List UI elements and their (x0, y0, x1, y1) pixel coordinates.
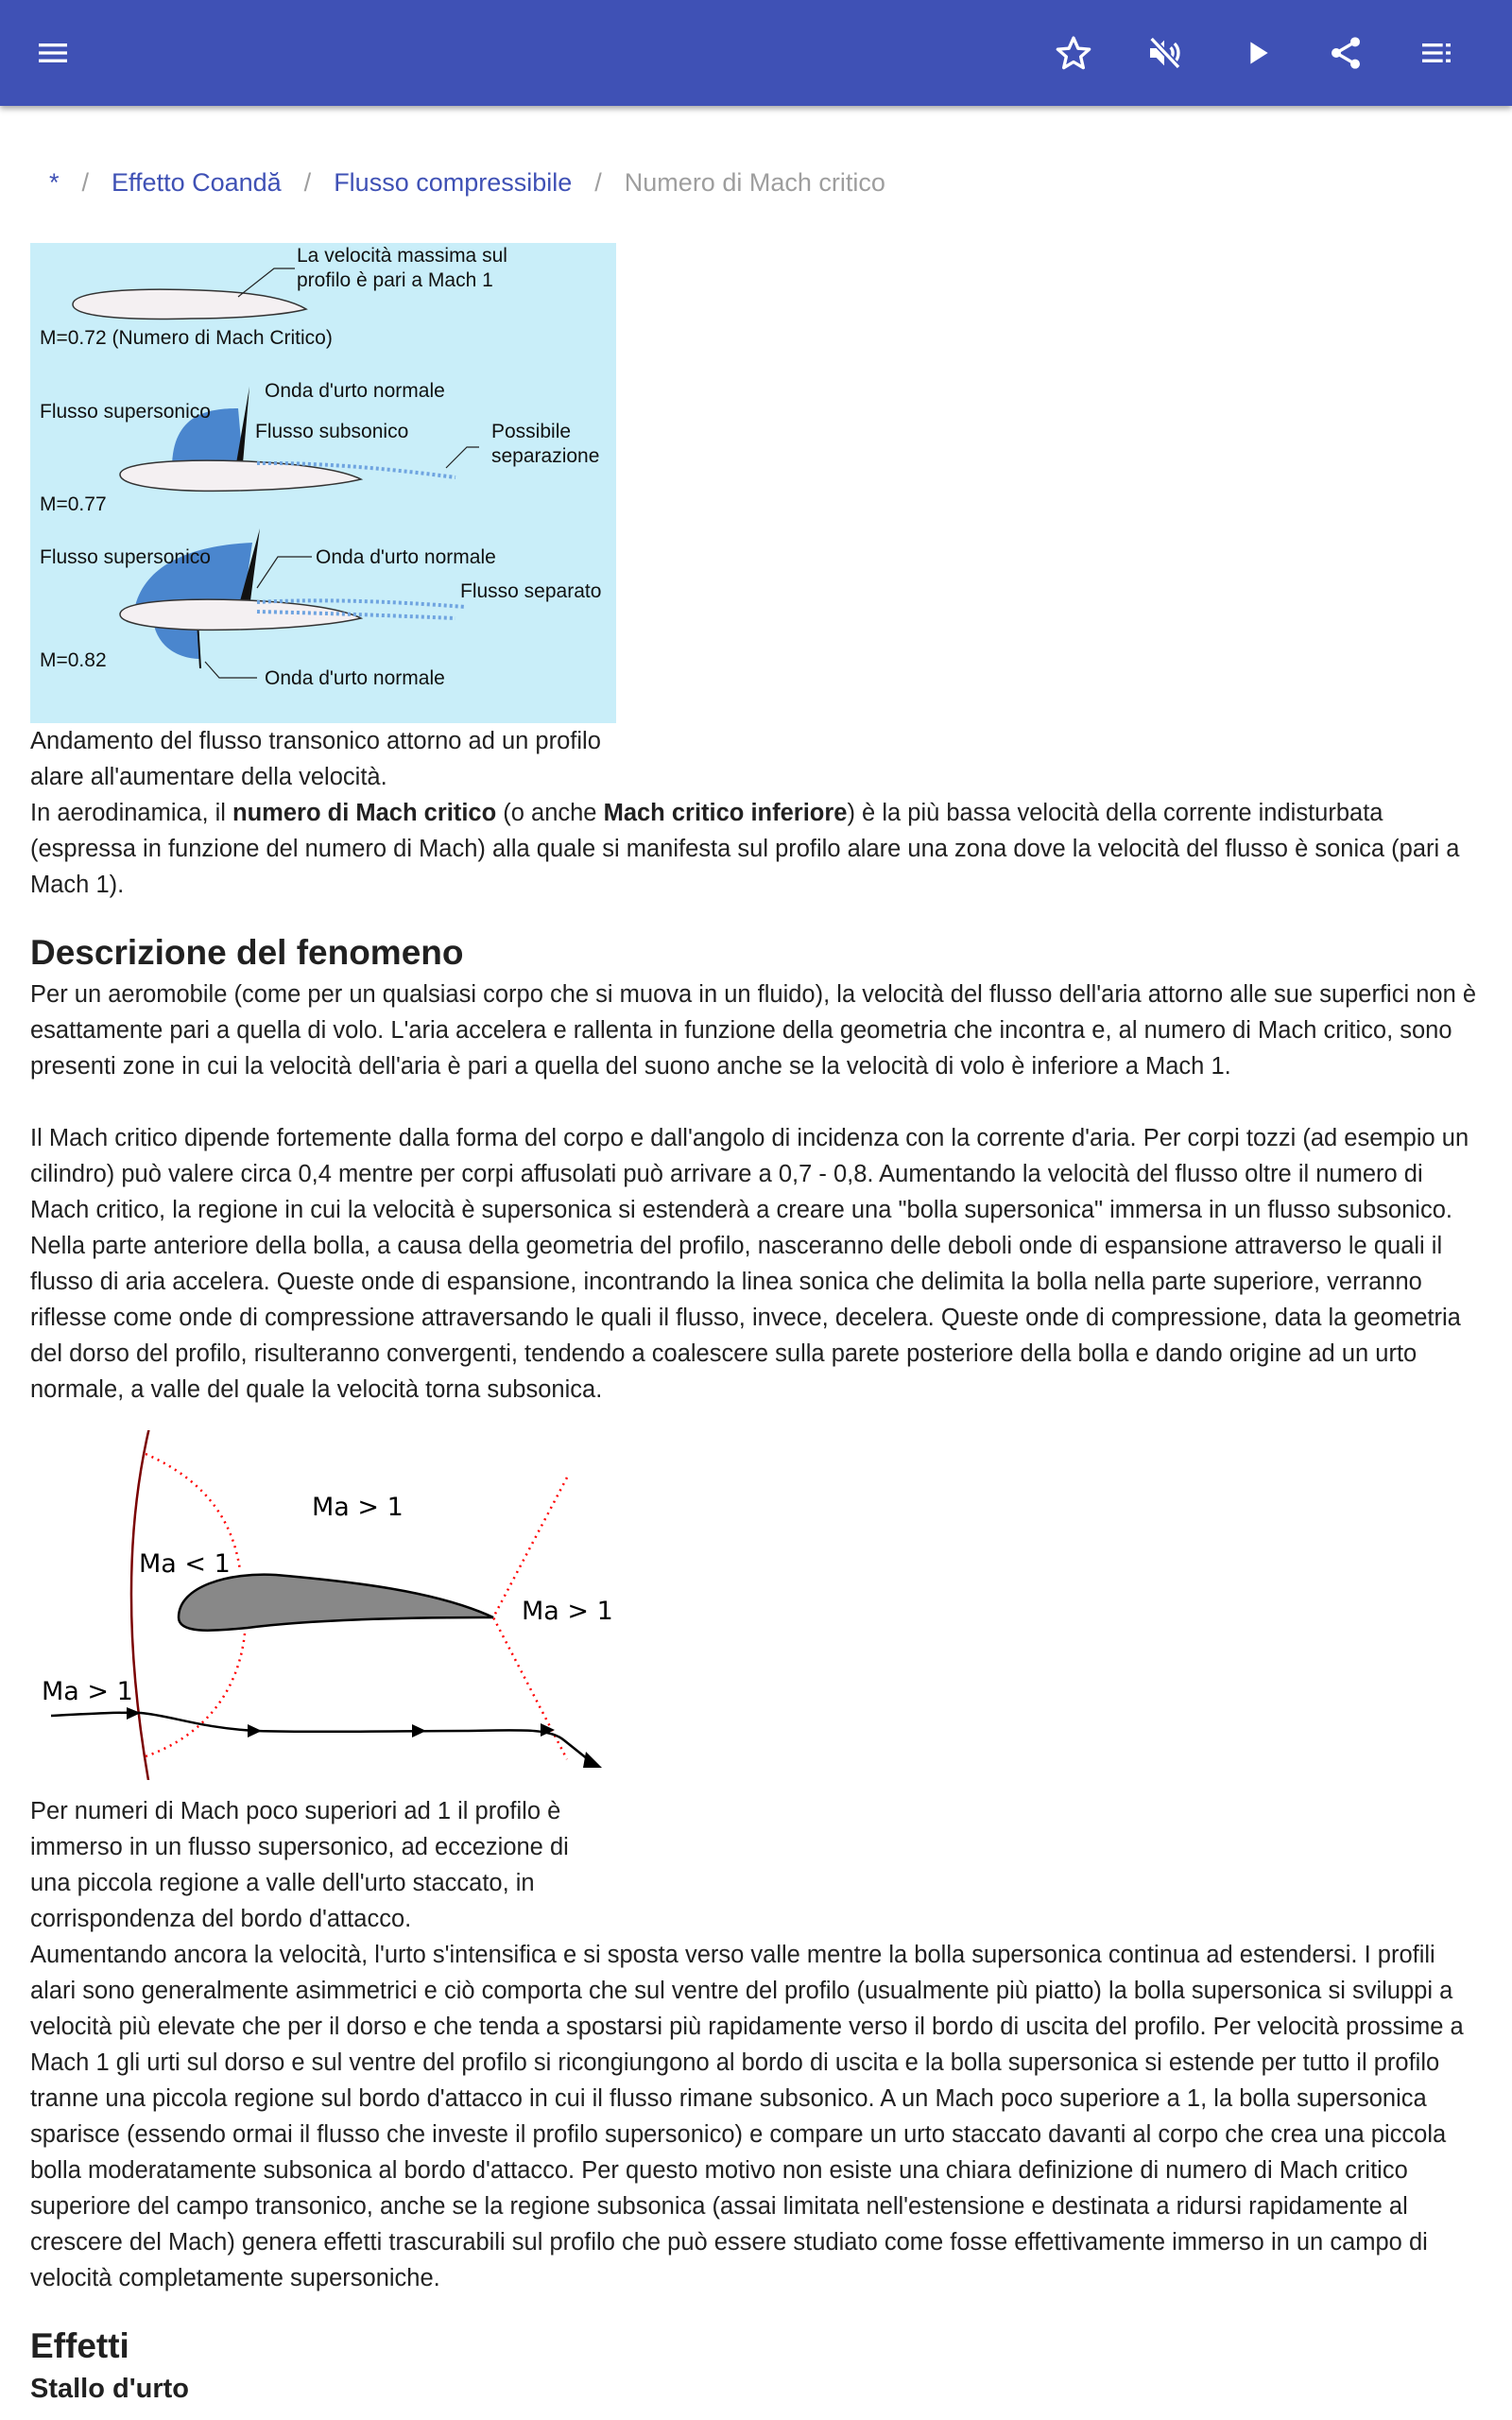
supersonic-airfoil-figure[interactable] (30, 1430, 616, 1780)
figure-label: Flusso supersonico (40, 546, 211, 568)
paragraph: Il Mach critico dipende fortemente dalla forma del corpo e dall'angolo di incidenza con la corrente d'aria. Per corpi tozzi (ad esempio un cilindro) può valere circa 0,4 mentre per corpi affusolati può arrivare a 0,7 - 0,8. Aumentando la velocità del flusso oltre il numero di Mach critico, la regione in cui la velocità è supersonica si estenderà a creare una "bolla supersonica" immersa in un flusso subsonico. Nella parte anteriore della bolla, a causa della geometria del profilo, nasceranno delle deboli onde di espansione attraverso le quali il flusso di aria accelera. Queste onde di espansione, incontrando la linea sonica che delimita la bolla nella parte superiore, verranno riflesse come onde di compressione attraversando le quali il flusso, invece, decelera. Queste onde di compressione, data la geometria del dorso del profilo, risulteranno convergenti, tendendo a coalescere sulla parete posteriore della bolla e dando origine ad un urto normale, a valle del quale la velocità torna subsonica. (30, 1125, 1469, 1403)
bold-term: numero di Mach critico (232, 800, 497, 826)
share-icon (1327, 34, 1365, 72)
breadcrumb (49, 168, 885, 198)
volume-off-icon (1145, 34, 1183, 72)
figure-label: Flusso supersonico (40, 401, 211, 423)
text: In aerodinamica, il (30, 800, 233, 826)
transonic-flow-figure[interactable] (30, 243, 616, 723)
paragraph: Per un aeromobile (come per un qualsiasi corpo che si muova in un fluido), la velocità del flusso dell'aria attorno alle sue superfici non è esattamente pari a quella di volo. L'aria accelera e rallenta in funzione della geometria che incontra e, al numero di Mach critico, sono presenti zone in cui la velocità dell'aria è pari a quella del suono anche se la velocità di volo è inferiore a Mach 1. (30, 981, 1477, 1080)
subsection-heading: Stallo d'urto (30, 2374, 189, 2404)
figure-label: Onda d'urto normale (316, 546, 496, 568)
text: (o anche (496, 800, 604, 826)
caption-line: corrispondenza del bordo d'attacco. (30, 1906, 412, 1932)
figure-label: separazione (491, 445, 600, 467)
figure-label: Ma > 1 (522, 1597, 613, 1626)
figure-label: Ma > 1 (312, 1493, 404, 1522)
figure-label: M=0.82 (40, 649, 107, 671)
bold-term: Mach critico inferiore (603, 800, 848, 826)
play-button[interactable] (1229, 26, 1284, 80)
mute-button[interactable] (1137, 26, 1192, 80)
breadcrumb-item-flusso-compressibile[interactable]: Flusso compressibile (334, 168, 573, 197)
share-button[interactable] (1318, 26, 1373, 80)
breadcrumb-home[interactable]: * (49, 168, 60, 197)
figure-label: profilo è pari a Mach 1 (297, 269, 493, 291)
breadcrumb-separator: / (594, 168, 602, 197)
paragraph: Aumentando ancora la velocità, l'urto s'intensifica e si sposta verso valle mentre la bolla supersonica continua ad estendersi. I profili alari sono generalmente asimmetrici e ciò comporta che sul ventre del profilo (usualmente più piatto) la bolla supersonica si sviluppi a velocità più elevate che per il dorso e che tenda a spostarsi più rapidamente verso il bordo di uscita del profilo. Per velocità prossime a Mach 1 gli urti sul dorso e sul ventre del profilo si ricongiungono al bordo di uscita e la bolla supersonica si estende per tutto il profilo tranne una piccola regione sul bordo d'attacco in cui il flusso rimane subsonico. A un Mach poco superiore a 1, la bolla supersonica sparisce (essendo ormai il flusso che investe il profilo supersonico) e compare un urto staccato davanti al corpo che crea una piccola bolla moderatamente subsonica al bordo d'attacco. Per questo motivo non esiste una chiara definizione di numero di Mach critico superiore del campo transonico, anche se la regione subsonica (assai limitata nell'estensione e destinata a ridursi rapidamente al crescere del Mach) genera effetti trascurabili sul profilo che può essere studiato come fosse effettivamente immerso in un campo di velocità completamente supersoniche. (30, 1942, 1464, 2291)
figure-label: Ma < 1 (139, 1549, 231, 1579)
figure-label: Flusso separato (460, 580, 602, 602)
figure-label: M=0.72 (Numero di Mach Critico) (40, 327, 333, 349)
caption-line: una piccola regione a valle dell'urto staccato, in (30, 1870, 535, 1896)
figure-label: M=0.77 (40, 493, 107, 515)
caption-line: Andamento del flusso transonico attorno ad un profilo (30, 728, 601, 754)
figure-label: Flusso subsonico (255, 421, 409, 442)
intro-paragraph (30, 795, 1486, 903)
contents-button[interactable] (1409, 26, 1464, 80)
figure-label: Onda d'urto normale (265, 667, 445, 689)
caption-line: immerso in un flusso supersonico, ad eccezione di (30, 1834, 569, 1860)
section-heading: Effetti (30, 2326, 129, 2365)
playlist-icon (1418, 34, 1455, 72)
menu-button[interactable] (26, 26, 80, 80)
figure-label: Onda d'urto normale (265, 380, 445, 402)
figure-label: La velocità massima sul (297, 245, 507, 267)
article-content (30, 243, 1486, 2408)
bookmark-button[interactable] (1046, 26, 1101, 80)
breadcrumb-separator: / (81, 168, 90, 197)
figure-caption (30, 1793, 635, 1937)
caption-line: Per numeri di Mach poco superiori ad 1 il profilo è (30, 1798, 561, 1824)
breadcrumb-current: Numero di Mach critico (624, 168, 885, 197)
breadcrumb-item-effetto-coanda[interactable]: Effetto Coandă (112, 168, 282, 197)
menu-icon (34, 34, 72, 72)
figure-label: Possibile (491, 421, 572, 442)
text: ) è la più bassa velocità della corrente indisturbata (espressa in funzione del numero di Mach) alla quale si manifesta sul profilo alare una zona dove la velocità del flusso è sonica (pari a Mach 1). (30, 800, 1460, 898)
figure-label: Ma > 1 (42, 1677, 133, 1706)
section-heading: Descrizione del fenomeno (30, 933, 464, 972)
breadcrumb-separator: / (303, 168, 312, 197)
star-outline-icon (1055, 34, 1092, 72)
app-bar (0, 0, 1512, 106)
caption-line: alare all'aumentare della velocità. (30, 764, 387, 790)
figure-caption (30, 723, 635, 795)
play-icon (1238, 34, 1276, 72)
